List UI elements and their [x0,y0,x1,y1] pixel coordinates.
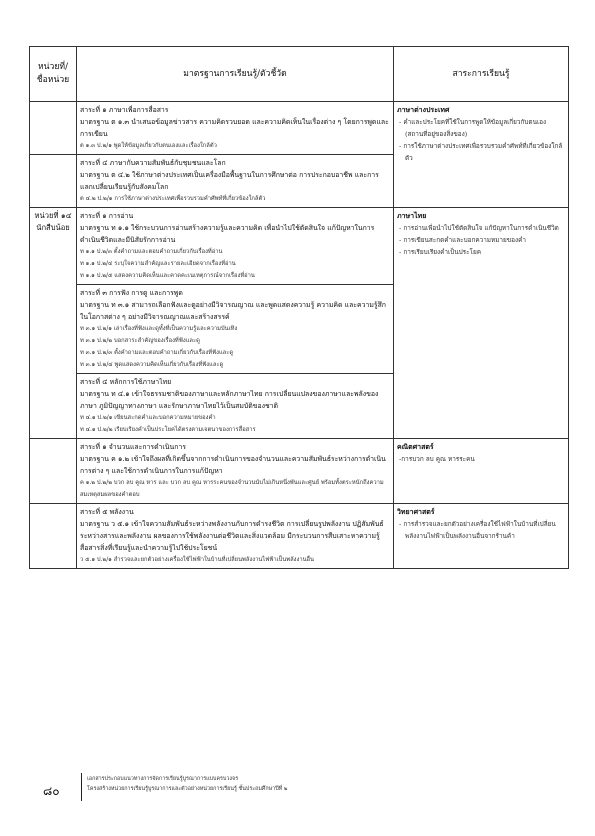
strand-title: สาระที่ ๑ ภาษาเพื่อการสื่อสาร [80,106,169,114]
content-subject: คณิตศาสตร์ [397,443,434,451]
strand-title: สาระที่ ๔ ภาษากับความสัมพันธ์กับชุมชนและโลก [80,159,226,167]
standard-text: มาตรฐาน ท ๔.๑ เข้าใจธรรมชาติของภาษาและหลักภาษาไทย การเปลี่ยนแปลงของภาษาและพลังของภาษา ภูมิปัญญาทางภาษา และรักษาภาษาไทยไว้เป็นสมบัติของชาติ [80,390,379,410]
content-item: - การเขียนสะกดคำและบอกความหมายของคำ [399,236,526,244]
indicator-text: ต ๑.๓ ป.๒/๑ พูดให้ข้อมูลเกี่ยวกับตนเองและเรื่องใกล้ตัว [80,143,217,149]
table-row [30,102,569,155]
strand-title: สาระที่ ๑ จำนวนและการดำเนินการ [80,443,186,451]
standard-text: มาตรฐาน ต ๔.๒ ใช้ภาษาต่างประเทศเป็นเครื่องมือพื้นฐานในการศึกษาต่อ การประกอบอาชีพ และการแลกเปลี่ยนเรียนรู้กับสังคมโลก [80,171,379,191]
indicator-text: ท ๑.๑ ป.๒/๔ ระบุใจความสำคัญและรายละเอียดจากเรื่องที่อ่าน [80,261,236,267]
footer-text [87,774,287,794]
content-subject: ภาษาต่างประเทศ [397,106,450,114]
content-cell-english [394,102,569,208]
standard-text: มาตรฐาน ว ๕.๑ เข้าใจความสัมพันธ์ระหว่างพลังงานกับการดำรงชีวิต การเปลี่ยนรูปพลังงาน ปฏิสัมพันธ์ระหว่างสารและพลังงาน ผลของการใช้พลังงานต่อชีวิตและสิ่งแวดล้อม มีกระบวนการสืบเสาะหาความรู้ สื่อสารสิ่งที่เรียนรู้และนำความรู้ไปใช้ประโยชน์ [80,520,384,552]
indicator-text: ว ๕.๑ ป.๒/๑ สำรวจและยกตัวอย่างเครื่องใช้ไฟฟ้าในบ้านที่เปลี่ยนพลังงานไฟฟ้าเป็นพลังงานอื่น [80,557,314,563]
table-row [30,504,569,569]
indicator-text: ท ๓.๑ ป.๒/๔ พูดแสดงความคิดเห็นเกี่ยวกับเรื่องที่ฟังและดู [80,362,224,368]
standards-cell [77,374,394,439]
table-header-row [30,47,569,102]
strand-title: สาระที่ ๑ การอ่าน [80,212,134,220]
curriculum-table [29,46,569,569]
standards-cell [77,504,394,569]
page-number: ๘๐ [43,784,60,798]
standard-text: มาตรฐาน ต ๑.๓ นำเสนอข้อมูลข่าวสาร ความคิดรวบยอด และความคิดเห็นในเรื่องต่าง ๆ โดยการพูดและการเขียน [80,118,389,138]
indicator-text: ค ๑.๒ ป.๒/๒ บวก ลบ คูณ หาร และ บวก ลบ คูณ หารระคนของจำนวนนับไม่เกินหนึ่งพันและศูนย์ พร้อมทั้งตระหนักถึงความสมเหตุสมผลของคำตอบ [80,480,384,498]
standards-cell [77,102,394,155]
page-footer [29,773,568,803]
standard-text: มาตรฐาน ท ๑.๑ ใช้กระบวนการอ่านสร้างความรู้และความคิด เพื่อนำไปใช้ตัดสินใจ แก้ปัญหาในการดำเนินชีวิตและมีนิสัยรักการอ่าน [80,224,375,244]
footer-line-1: เอกสารประกอบแนวทางการจัดการเรียนรู้บูรณาการแบบครบวงจร [87,776,239,782]
unit-name-cell: หน่วยที่ ๑๔ นักสืบน้อย [30,208,77,439]
unit-cell-empty [30,439,77,504]
content-item: - การสำรวจและยกตัวอย่างเครื่องใช้ไฟฟ้าในบ้านที่เปลี่ยนพลังงานไฟฟ้าเป็นพลังงานอื่นจากร้านค้า [399,520,556,540]
unit-cell-empty [30,504,77,569]
content-item: - คำและประโยคที่ใช้ในการพูดให้ข้อมูลเกี่ยวกับตนเอง (สถานที่อยู่ของสิ่งของ) [399,118,547,138]
indicator-text: ท ๔.๑ ป.๒/๑ เขียนสะกดคำและบอกความหมายของคำ [80,415,216,421]
footer-divider [81,773,82,801]
standards-cell [77,208,394,285]
content-cell-thai [394,208,569,439]
table-row [30,208,569,285]
content-cell-math [394,439,569,504]
content-item: - การใช้ภาษาต่างประเทศเพื่อรวบรวมคำศัพท์ที่เกี่ยวข้องใกล้ตัว [399,142,563,162]
indicator-text: ท ๓.๑ ป.๒/๒ บอกสาระสำคัญของเรื่องที่ฟังและดู [80,338,200,344]
indicator-text: ท ๑.๑ ป.๒/๕ แสดงความคิดเห็นและคาดคะเนเหตุการณ์จากเรื่องที่อ่าน [80,273,255,279]
standards-cell [77,285,394,374]
content-subject: วิทยาศาสตร์ [397,508,435,516]
strand-title: สาระที่ ๓ การฟัง การดู และการพูด [80,289,183,297]
header-content: สาระการเรียนรู้ [394,47,569,102]
strand-title: สาระที่ ๔ หลักการใช้ภาษาไทย [80,378,172,386]
content-item: - การอ่านเพื่อนำไปใช้ตัดสินใจ แก้ปัญหาในการดำเนินชีวิต [399,224,559,232]
indicator-text: ท ๓.๑ ป.๒/๑ เล่าเรื่องที่ฟังและดูทั้งที่เป็นความรู้และความบันเทิง [80,326,238,332]
content-subject: ภาษาไทย [397,212,427,220]
content-cell-science [394,504,569,569]
content-item: -การบวก ลบ คูณ หารระคน [399,455,475,463]
strand-title: สาระที่ ๕ พลังงาน [80,508,134,516]
header-standards: มาตรฐานการเรียนรู้/ตัวชี้วัด [77,47,394,102]
content-item: - การเรียบเรียงคำเป็นประโยค [399,248,481,256]
unit-cell-empty [30,102,77,155]
footer-line-2: โครงสร้างหน่วยการเรียนรู้บูรณาการและตัวอย่างหน่วยการเรียนรู้ ชั้นประถมศึกษาปีที่ ๒ [87,786,288,792]
indicator-text: ท ๓.๑ ป.๒/๓ ตั้งคำถามและตอบคำถามเกี่ยวกับเรื่องที่ฟังและดู [80,350,234,356]
indicator-text: ท ๑.๑ ป.๒/๓ ตั้งคำถามและตอบคำถามเกี่ยวกับเรื่องที่อ่าน [80,249,223,255]
standards-cell [77,439,394,504]
curriculum-table-container [29,46,568,569]
standard-text: มาตรฐาน ท ๓.๑ สามารถเลือกฟังและดูอย่างมีวิจารณญาณ และพูดแสดงความรู้ ความคิด และความรู้สึกในโอกาสต่าง ๆ อย่างมีวิจารณญาณและสร้างสรรค์ [80,301,386,321]
standard-text: มาตรฐาน ค ๑.๒ เข้าใจถึงผลที่เกิดขึ้นจากการดำเนินการของจำนวนและความสัมพันธ์ระหว่างการดำเนินการต่าง ๆ และใช้การดำเนินการในการแก้ปัญหา [80,455,386,475]
table-row [30,439,569,504]
standards-cell [77,155,394,208]
unit-cell-empty [30,155,77,208]
indicator-text: ท ๔.๑ ป.๒/๒ เรียบเรียงคำเป็นประโยคได้ตรงตามเจตนาของการสื่อสาร [80,427,256,433]
header-unit: หน่วยที่/ชื่อหน่วย [30,47,77,102]
indicator-text: ต ๔.๒ ป.๒/๑ การใช้ภาษาต่างประเทศเพื่อรวบรวมคำศัพท์ที่เกี่ยวข้องใกล้ตัว [80,196,266,202]
